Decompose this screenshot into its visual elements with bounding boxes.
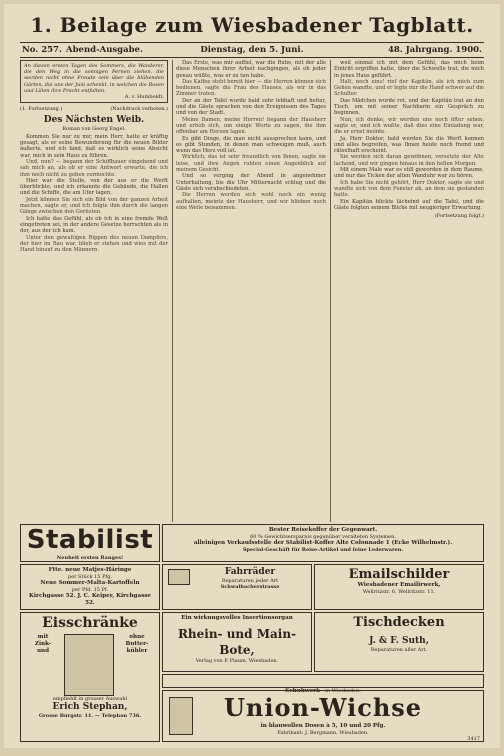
nachdruck-label: (Nachdruck verboten.): [110, 106, 168, 113]
icebox-icon: [64, 634, 114, 696]
paragraph: weil einmal ich mit dem Gefühl, das mich beim Eintritt ergriffen hatte, über die Schwelle trat, die mich in jenes Haus geführt.: [334, 60, 484, 79]
paragraph: Ja, Herr Doktor, bald werden Sie die Werft kennen und alles begreifen, was Ihnen heute noch fremd und rätselhaft erscheint.: [334, 135, 484, 155]
stabilist-line3: alleinigen Verkaufsstelle der Stabilist-Koffer Alte Colonnade 1 (Ecke Wilhelmstr.).: [193, 540, 453, 546]
dateline: [20, 42, 484, 58]
stabilist-line2: 60 % Gewichtsersparnis gegenüber veralteten Systemen.: [250, 534, 396, 540]
paragraph: Meine Damen, meine Herren! begann der Hausherr und erhob sich, um einige Worte zu sagen, die ihm offenbar am Herzen lagen.: [176, 116, 326, 136]
paragraph: Der an der Tafel wurde bald sehr lebhaft und heiter, und die Gäste sprachen von den Ereignissen des Tages und von der Stadt.: [176, 97, 326, 117]
email-line1: Emailschilder: [348, 567, 450, 582]
schuhe-line2: in Wiesbaden.: [325, 688, 361, 694]
issue-year: 48. Jahrgang. 1900.: [387, 45, 482, 55]
paragraph: Und, nun? — begann der Schiffbauer eingehend und sah mich an, als ob er eine Antwort erwarte, die ich ihm noch nicht zu geben vermochte.: [20, 159, 168, 178]
column-2: [176, 60, 326, 522]
fahrrad-line1: Fahrräder: [224, 567, 276, 577]
tischdecken-ad: [314, 612, 484, 672]
paragraph: Kommen Sie nur zu mir, mein Herr, hatte er kräftig gesagt, als er seine Bewunderung für die neuen Bilder äußerte, und ich fand, daß es wirklich seine Absicht war, mich in sein Haus zu führen.: [20, 133, 168, 159]
eisschrank-zink: Zink- und: [34, 641, 52, 654]
keiper-line2: per Stück 15 Pfg.: [67, 574, 113, 580]
paragraph: Ich hatte das Gefühl, als ob ich in eine fremde Welt eingetreten sei, in der andere Gesetze herrschten als in der, aus der ich kam.: [20, 215, 168, 235]
paragraph: Halt, noch eins! rief der Kapitän, als ich mich zum Gehen wandte, und er legte mir die Hand schwer auf die Schulter.: [334, 78, 484, 98]
story-title: Des Nächsten Weib.: [43, 114, 145, 125]
rhein-line1: Ein wirkungsvolles Insertionsorgan: [181, 615, 293, 621]
stabilist-line1: Bester Reisekoffer der Gegenwart.: [268, 527, 378, 533]
paragraph: Sie werden sich daran gewöhnen, versetzte der Alte lachend, und wir gingen hinaus in den hellen Morgen.: [334, 154, 484, 167]
eisschrank-firm: Erich Stephan,: [52, 702, 128, 712]
union-title: Union-Wichse: [223, 693, 423, 722]
paragraph: Unter den gewaltigen Rippen des neuen Dampfers, der hier im Bau war, blieb er stehen und wies mit der Hand hinauf zu den Männern.: [20, 234, 168, 254]
issue-date: Dienstag, den 5. Juni.: [200, 45, 304, 55]
tisch-line2: J. & F. Suth,: [369, 636, 429, 646]
quote-box: [20, 60, 168, 103]
stabilist-ad-logo: [20, 524, 160, 562]
emailschilder-ad: [314, 564, 484, 610]
schuhwerk-ad: [162, 674, 484, 694]
quote-text: An diesen ersten Tagen des Sommers, die Wanderer, die den Weg in die sonnigen Fernen ziehen, die werden nicht ohne Freude sein über die blühenden Gärten, die uns der Juni schenkt, in welchen die Rosen und Lilien ihre Pracht entfalten.: [24, 63, 164, 94]
paragraph: Die Herren werden sich wohl noch ein wenig aufhalten, meinte der Hausherr, und wir blieben noch eine Weile beisammen.: [176, 192, 326, 211]
paragraph: Das Kaffee steht bereit hier — die Herren können sich bedienen, sagte die Frau des Hauses, als wir in das Zimmer traten.: [176, 78, 326, 98]
story-author: Roman von Georg Engel.: [62, 125, 126, 132]
column-divider: [330, 60, 331, 522]
paragraph: Es gibt Dinge, die man nicht aussprechen kann, und es gibt Stunden, in denen man schweigen muß, auch wenn das Herz voll ist.: [176, 135, 326, 155]
union-line3: Fabrikant: J. Bergmann, Wiesbaden.: [277, 730, 369, 736]
stabilist-ad-text: [162, 524, 484, 562]
eisschrank-title: Eisschränke: [42, 615, 138, 631]
tisch-line1: Tischdecken: [353, 615, 445, 630]
union-line2: in blauwollen Dosen à 5, 10 und 20 Pfg.: [260, 723, 386, 729]
fahrrad-line2: Reparaturen jeder Art: [221, 578, 279, 584]
eisschrank-address: Grosse Burgstr. 11. — Telephon 736.: [38, 713, 142, 719]
column-3: [334, 60, 484, 522]
advertisement-section: [20, 524, 484, 744]
paragraph: Das Erste, was mir auffiel, war die Ruhe, mit der alle diese Menschen ihrer Arbeit nachgingen, als ob jeder genau wüßte, was er zu tun habe.: [176, 60, 326, 79]
schuhe-line1: Schuhwerk: [285, 688, 320, 694]
stabilist-line4: Special-Geschäft für Reise-Artikel und feine Lederwaren.: [242, 547, 404, 553]
rhein-main-bote-ad: [162, 612, 312, 672]
serial-header: [20, 106, 168, 112]
paragraph: Mit einem Male war es still geworden in dem Raume, und nur das Ticken der alten Wanduhr war zu hören.: [334, 167, 484, 180]
eisschrank-butter: Butter-: [125, 641, 149, 647]
bicycle-icon: [168, 569, 190, 585]
newspaper-page: [4, 4, 500, 748]
eisschrank-auswahl: empfiehlt in grosser Auswahl: [52, 696, 128, 702]
rhein-line2: Rhein- und Main-Bote,: [177, 627, 297, 657]
keiper-line3: Neue Sommer-Malta-Kartoffeln: [40, 580, 140, 586]
masthead: 1. Beilage zum Wiesbadener Tagblatt.: [30, 13, 474, 37]
fahrrad-line3: Schwalbacherstrasse: [220, 584, 280, 590]
issue-number: No. 257.: [22, 45, 62, 55]
stabilist-tagline: Neuheit ersten Ranges!: [56, 555, 124, 561]
eisschrank-ad: [20, 612, 160, 742]
email-line3: Wellritzstr. 6. Wellritzstr. 11.: [362, 589, 436, 595]
keiper-line1: Ftte. neue Matjes-Häringe: [48, 567, 132, 573]
keiper-line4: per Pfd. 15 Pf.: [71, 587, 109, 593]
paragraph: Ein Kapitän blickte lächelnd auf die Tafel, und die Gäste folgten seinem Blicke mit neugieriger Erwartung.: [334, 198, 484, 211]
paragraph: Und so verging der Abend in angenehmer Unterhaltung, bis die Uhr Mitternacht schlug und die Gäste sich verabschiedeten.: [176, 173, 326, 192]
eisschrank-mit: mit: [37, 634, 49, 640]
paragraph: Ich habe Sie nicht gehört, Herr Doktor, sagte sie und wandte sich von dem Fenster ab, an dem sie gestanden hatte.: [334, 179, 484, 199]
paragraph: Jetzt können Sie sich ein Bild von der ganzen Arbeit machen, sagte er, und ich folgte ihm durch die langen Gänge zwischen den Gerüsten.: [20, 196, 168, 216]
keiper-ad: [20, 564, 160, 610]
column-1: [20, 60, 168, 522]
column-divider: [172, 60, 173, 522]
union-wichse-ad: [162, 690, 484, 742]
eisschrank-kuehler: kühler: [126, 648, 148, 654]
rhein-line3: Verlag von P. Plaum, Wiesbaden.: [195, 658, 279, 664]
keiper-line5: Kirchgasse 52. J. C. Keiper, Kirchgasse 52.: [29, 593, 151, 606]
quote-signature: A. v. Humboldt.: [124, 94, 164, 101]
tisch-line3: Reparaturen aller Art.: [370, 647, 428, 653]
stabilist-logo: Stabilist: [26, 525, 154, 555]
eisschrank-ohne: ohne: [129, 634, 145, 640]
page-code: 3417: [467, 736, 480, 742]
paragraph: Das Mädchen wurde rot, und der Kapitän trat an den Tisch, um mit seiner Nachbarin ein Gespräch zu beginnen.: [334, 97, 484, 117]
shoe-polish-tin-icon: [169, 697, 193, 735]
paragraph: Nun, ich denke, wir werden uns noch öfter sehen, sagte er, und ich wußte, daß dies eine Einladung war, die er ernst meinte.: [334, 116, 484, 136]
email-line2: Wiesbadener Emailirwerk,: [357, 582, 441, 588]
fahrrad-ad: [162, 564, 312, 610]
continuation-note: (Fortsetzung folgt.): [434, 213, 484, 220]
edition: Abend-Ausgabe.: [66, 45, 143, 55]
paragraph: Wirklich, das ist sehr freundlich von Ihnen, sagte sie leise, und ihre Augen ruhten einen Augenblick auf meinem Gesicht.: [176, 154, 326, 174]
fortsetzung-label: (1. Fortsetzung.): [20, 106, 63, 113]
paragraph: Hier war die Stelle, von der aus er die Werft überblickte, und ich erkannte die Gebäude, die Hallen und die Schiffe, die am Ufer lagen.: [20, 177, 168, 197]
